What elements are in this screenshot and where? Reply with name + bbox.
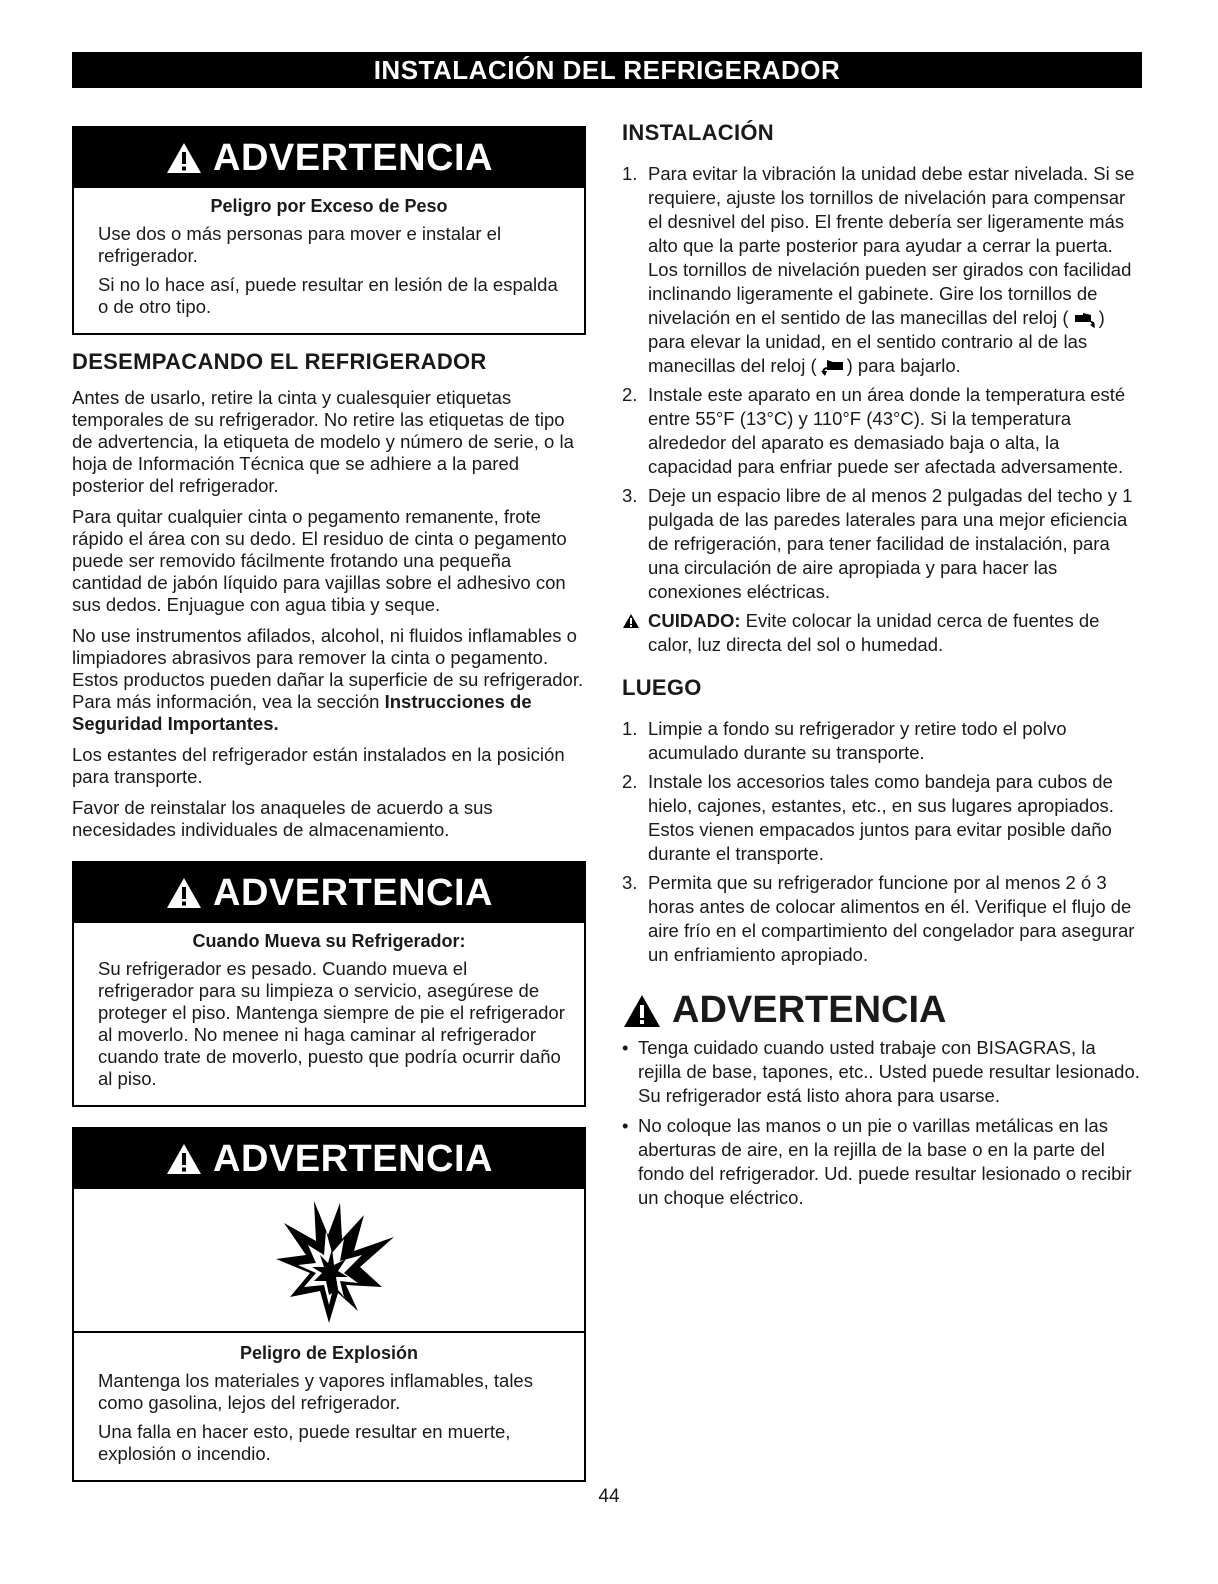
list-item: • Tenga cuidado cuando usted trabaje con BISAGRAS, la rejilla de base, tapones, etc.. Usted puede resultar lesionado. Su refrigerador está listo ahora para usarse. — [622, 1036, 1142, 1108]
step-text: Deje un espacio libre de al menos 2 pulgadas del techo y 1 pulgada de las paredes laterales para una mejor eficiencia de refrigeración, para tener facilidad de instalación, para una circulación de aire apropiada y para hacer las conexiones eléctricas. — [648, 485, 1133, 602]
warning-banner — [74, 1129, 584, 1189]
step-text: Instale los accesorios tales como bandeja para cubos de hielo, cajones, estantes, etc., en sus lugares apropiados. Estos vienen empacados juntos para evitar posible daño durante el transporte. — [648, 771, 1114, 864]
warning-text: Use dos o más personas para mover e instalar el refrigerador. — [98, 223, 502, 266]
unpacking-section — [72, 387, 586, 841]
warning-banner — [74, 128, 584, 188]
warning-triangle-icon — [165, 141, 203, 175]
step-text: Limpie a fondo su refrigerador y retire todo el polvo acumulado durante su transporte. — [648, 718, 1067, 763]
then-steps — [622, 717, 1142, 967]
paragraph — [72, 625, 586, 735]
installation-heading: INSTALACIÓN — [622, 120, 774, 145]
caution-note — [622, 609, 1142, 657]
step-text: Permita que su refrigerador funcione por al menos 2 ó 3 horas antes de colocar alimentos en él. Verifique el flujo de aire frío en el compartimiento del congelador para asegurar un enfriamiento apropiado. — [648, 872, 1135, 965]
warning-heading — [622, 989, 1142, 1032]
warning-title: ADVERTENCIA — [672, 989, 947, 1031]
warning-box-weight — [72, 126, 586, 335]
list-item: • No coloque las manos o un pie o varillas metálicas en las aberturas de aire, en la rejilla de la base o en la parte del fondo del refrigerador. Ud. puede resultar lesionado o recibir un choque eléctrico. — [622, 1114, 1142, 1210]
warning-text: Su refrigerador es pesado. Cuando mueva el refrigerador para su limpieza o servicio, asegúrese de proteger el piso. Mantenga siempre de pie el refrigerador al moverlo. No menee ni haga caminar al refrigerador cuando trate de moverlo, puesto que podría ocurrir daño al piso. — [98, 958, 565, 1089]
step-text: ) para elevar la unidad, en el sentido contrario al de las manecillas del reloj ( — [648, 307, 1105, 376]
warning-subtitle: Cuando Mueva su Refrigerador: — [192, 931, 466, 951]
warning-text: Una falla en hacer esto, puede resultar en muerte, explosión o incendio. — [98, 1421, 511, 1464]
step-text: ) para bajarlo. — [846, 355, 961, 376]
paragraph-text: No use instrumentos afilados, alcohol, ni fluidos inflamables o limpiadores abrasivos para remover la cinta o pegamento. Estos productos pueden dañar la superficie de su refrigerador. Para más información, vea la sección — [72, 625, 584, 712]
warning-box-moving — [72, 861, 586, 1107]
warning-triangle-icon — [622, 993, 662, 1029]
warning-title: ADVERTENCIA — [213, 871, 493, 914]
paragraph: Los estantes del refrigerador están instalados en la posición para transporte. — [72, 744, 565, 787]
list-item — [622, 770, 1142, 866]
then-heading: LUEGO — [622, 675, 702, 700]
list-item — [622, 871, 1142, 967]
list-item — [622, 383, 1142, 479]
list-item — [622, 162, 1142, 378]
paragraph: Para quitar cualquier cinta o pegamento remanente, frote rápido el área con su dedo. El residuo de cinta o pegamento puede ser removido fácilmente frotando una pequeña cantidad de jabón líquido para vajillas sobre el adhesivo con sus dedos. Enjuague con agua tibia y seque. — [72, 506, 567, 615]
warning-text: Mantenga los materiales y vapores inflamables, tales como gasolina, lejos del refrigerador. — [98, 1370, 533, 1413]
right-column — [622, 112, 1142, 1216]
warning-subtitle: Peligro de Explosión — [239, 1343, 419, 1363]
list-item — [622, 484, 1142, 604]
step-text: Para evitar la vibración la unidad debe estar nivelada. Si se requiere, ajuste los tornillos de nivelación para compensar el desnivel del piso. El frente debería ser ligeramente más alto que la parte posterior para ayudar a cerrar la puerta. Los tornillos de nivelación pueden ser girados con facilidad inclinando ligeramente el gabinete. Gire los tornillos de nivelación en el sentido de las manecillas del reloj ( — [648, 163, 1135, 328]
page-number: 44 — [598, 1486, 620, 1507]
warning-box-explosion — [72, 1127, 586, 1482]
paragraph: Antes de usarlo, retire la cinta y cualesquier etiquetas temporales de su refrigerador. No retire las etiquetas de tipo de advertencia, la etiqueta de modelo y número de serie, o la hoja de Información Técnica que se adhiere a la pared posterior del refrigerador. — [72, 387, 574, 496]
explosion-symbol — [74, 1189, 584, 1331]
page-header: INSTALACIÓN DEL REFRIGERADOR — [72, 52, 1142, 88]
step-number: 1. — [622, 163, 638, 184]
safety-instructions-reference: Instrucciones de Seguridad Importantes. — [72, 691, 532, 734]
counterclockwise-arrow-icon — [819, 358, 845, 376]
paragraph: Favor de reinstalar los anaqueles de acuerdo a sus necesidades individuales de almacenamiento. — [72, 797, 493, 840]
warning-title: ADVERTENCIA — [213, 1137, 493, 1180]
caution-label: CUIDADO: — [648, 610, 741, 631]
clockwise-arrow-icon — [1071, 310, 1097, 328]
unpacking-heading: DESEMPACANDO EL REFRIGERADOR — [72, 349, 487, 374]
left-column — [72, 126, 586, 1482]
step-number: 1. — [622, 718, 638, 739]
step-number: 2. — [622, 384, 638, 405]
list-item — [622, 717, 1142, 765]
installation-steps — [622, 162, 1142, 604]
step-number: 2. — [622, 771, 638, 792]
warning-triangle-icon — [622, 613, 640, 629]
explosion-icon — [254, 1195, 404, 1325]
warning-triangle-icon — [165, 1142, 203, 1176]
caution-text: Evite colocar la unidad cerca de fuentes de calor, luz directa del sol o humedad. — [648, 610, 1100, 655]
step-text: Instale este aparato en un área donde la temperatura esté entre 55°F (13°C) y 110°F (43°C). Si la temperatura alrededor del aparato es demasiado baja o alta, la capacidad para enfriar puede ser afectada adversamente. — [648, 384, 1126, 477]
warning-triangle-icon — [165, 876, 203, 910]
warning-text: Si no lo hace así, puede resultar en lesión de la espalda o de otro tipo. — [98, 274, 558, 317]
warning-bullets — [622, 1036, 1142, 1210]
step-number: 3. — [622, 485, 638, 506]
warning-subtitle: Peligro por Exceso de Peso — [210, 196, 448, 216]
warning-title: ADVERTENCIA — [213, 136, 493, 179]
warning-banner — [74, 863, 584, 923]
step-number: 3. — [622, 872, 638, 893]
